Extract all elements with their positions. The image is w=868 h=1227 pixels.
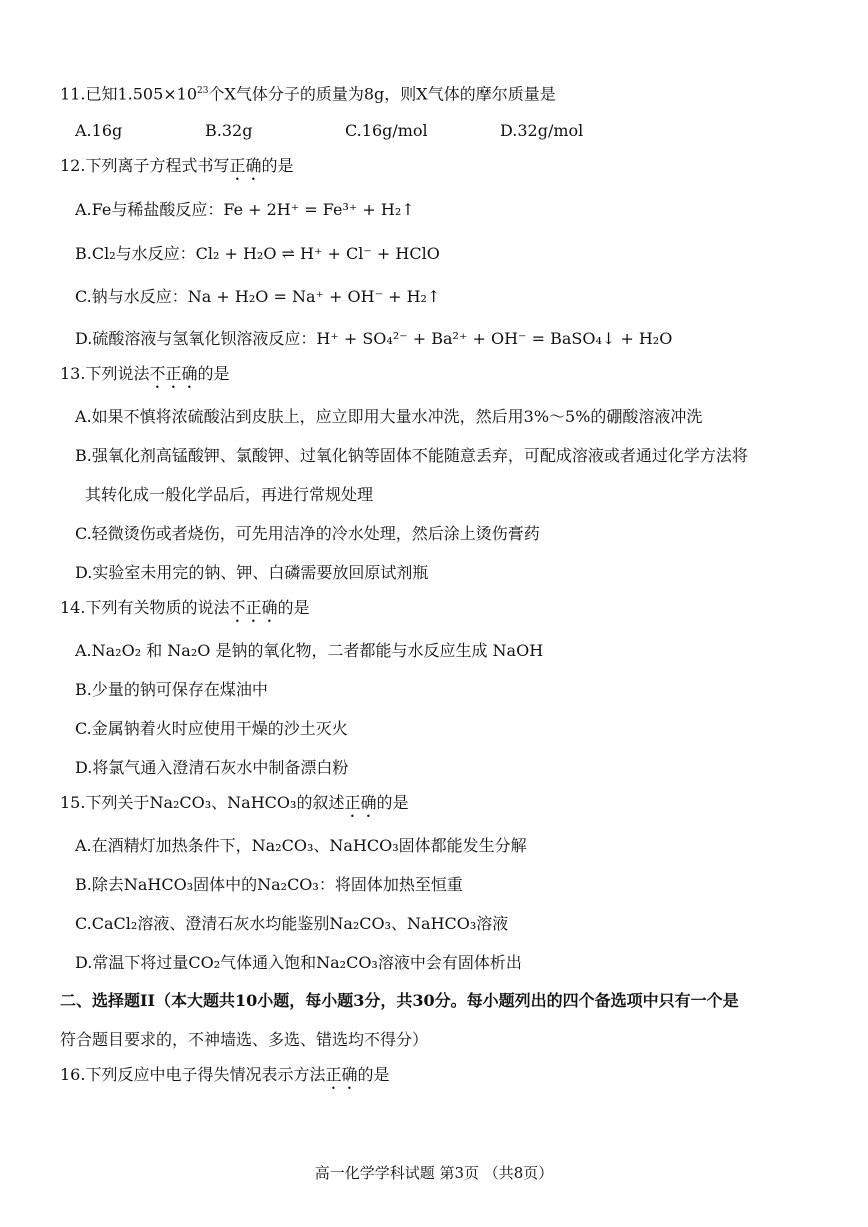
q15-stem-emphasis: 正确 bbox=[344, 793, 377, 812]
q12-option-a: A.Fe与稀盐酸反应：Fe + 2H⁺ = Fe³⁺ + H₂↑ bbox=[75, 200, 415, 219]
q15-stem-post: 的是 bbox=[376, 793, 409, 812]
question-14-stem bbox=[60, 597, 309, 626]
q14-option-c: C.金属钠着火时应使用干燥的沙土灭火 bbox=[75, 719, 348, 738]
q11-option-d: D.32g/mol bbox=[500, 121, 584, 140]
q16-stem-emphasis: 正确 bbox=[325, 1065, 358, 1084]
q14-option-b: B.少量的钠可保存在煤油中 bbox=[75, 680, 268, 699]
q11-stem-pre: 11.已知1.505×10 bbox=[60, 84, 198, 104]
q13-option-b-line2: 其转化成一般化学品后，再进行常规处理 bbox=[85, 485, 374, 504]
section-2-heading-line1: 二、选择题II（本大题共10小题，每小题3分，共30分。每小题列出的四个备选项中只有一个是 bbox=[60, 991, 739, 1010]
q12-stem-emphasis: 正确 bbox=[229, 156, 262, 175]
q13-option-b-line1: B.强氧化剂高锰酸钾、氯酸钾、过氧化钠等固体不能随意丢弃，可配成溶液或者通过化学方法将 bbox=[75, 446, 748, 465]
q13-stem-post: 的是 bbox=[197, 364, 230, 383]
question-16-stem bbox=[60, 1064, 389, 1093]
q14-stem-emphasis: 不正确 bbox=[229, 598, 278, 617]
q12-option-c: C.钠与水反应：Na + H₂O = Na⁺ + OH⁻ + H₂↑ bbox=[75, 287, 441, 306]
q15-option-a: A.在酒精灯加热条件下，Na₂CO₃、NaHCO₃固体都能发生分解 bbox=[75, 836, 527, 855]
q15-option-b: B.除去NaHCO₃固体中的Na₂CO₃：将固体加热至恒重 bbox=[75, 875, 463, 894]
question-15-stem bbox=[60, 792, 408, 821]
q14-stem-post: 的是 bbox=[277, 598, 310, 617]
q14-option-d: D.将氯气通入澄清石灰水中制备漂白粉 bbox=[75, 758, 349, 777]
q12-option-d: D.硫酸溶液与氢氧化钡溶液反应：H⁺ + SO₄²⁻ + Ba²⁺ + OH⁻ = BaSO₄↓ + H₂O bbox=[75, 329, 673, 348]
q15-option-c: C.CaCl₂溶液、澄清石灰水均能鉴别Na₂CO₃、NaHCO₃溶液 bbox=[75, 914, 509, 933]
q14-option-a: A.Na₂O₂ 和 Na₂O 是钠的氧化物，二者都能与水反应生成 NaOH bbox=[75, 641, 544, 660]
q11-stem-sup: 23 bbox=[197, 86, 209, 96]
q11-option-b: B.32g bbox=[205, 121, 253, 140]
question-13-stem bbox=[60, 363, 229, 392]
q12-stem-pre: 12.下列离子方程式书写 bbox=[60, 156, 230, 175]
q13-option-d: D.实验室未用完的钠、钾、白磷需要放回原试剂瓶 bbox=[75, 563, 429, 582]
q13-option-a: A.如果不慎将浓硫酸沾到皮肤上，应立即用大量水冲洗，然后用3%～5%的硼酸溶液冲洗 bbox=[75, 407, 703, 426]
q12-option-b: B.Cl₂与水反应：Cl₂ + H₂O ⇌ H⁺ + Cl⁻ + HClO bbox=[75, 244, 440, 263]
q15-stem-pre: 15.下列关于Na₂CO₃、NaHCO₃的叙述 bbox=[60, 793, 345, 812]
q11-stem-post: 个X气体分子的质量为8g，则X气体的摩尔质量是 bbox=[208, 84, 556, 104]
q13-stem-pre: 13.下列说法 bbox=[60, 364, 150, 383]
page-footer: 高一化学学科试题 第3页 （共8页） bbox=[314, 1164, 554, 1182]
question-12-stem bbox=[60, 155, 293, 184]
q13-option-c: C.轻微烫伤或者烧伤，可先用洁净的冷水处理，然后涂上烫伤膏药 bbox=[75, 524, 540, 543]
question-11-options bbox=[75, 120, 635, 142]
q11-option-c: C.16g/mol bbox=[345, 121, 428, 140]
q13-stem-emphasis: 不正确 bbox=[149, 364, 198, 383]
q14-stem-pre: 14.下列有关物质的说法 bbox=[60, 598, 230, 617]
q12-stem-post: 的是 bbox=[261, 156, 294, 175]
q16-stem-pre: 16.下列反应中电子得失情况表示方法 bbox=[60, 1065, 326, 1084]
q11-option-a: A.16g bbox=[75, 121, 123, 140]
section-2-heading-line2: 符合题目要求的，不神墙选、多选、错选均不得分） bbox=[60, 1030, 429, 1049]
q15-option-d: D.常温下将过量CO₂气体通入饱和Na₂CO₃溶液中会有固体析出 bbox=[75, 953, 522, 972]
q16-stem-post: 的是 bbox=[357, 1065, 390, 1084]
question-11-stem bbox=[60, 80, 556, 105]
